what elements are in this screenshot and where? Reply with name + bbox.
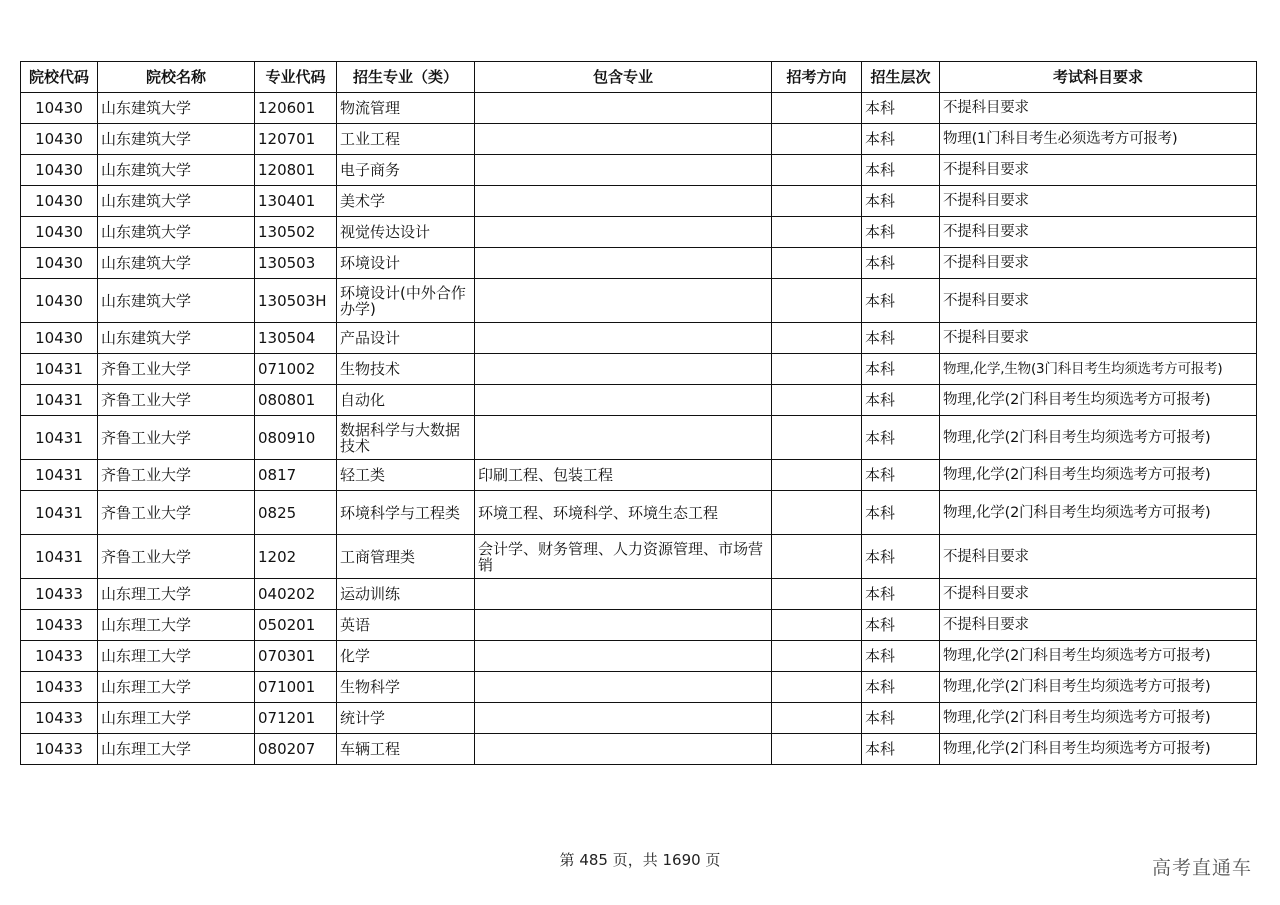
cell-level: 本科 bbox=[862, 610, 940, 641]
table-row bbox=[21, 579, 1257, 610]
cell-major-code: 080801 bbox=[255, 385, 337, 416]
cell-school-code: 10431 bbox=[21, 535, 98, 579]
cell-school-name: 齐鲁工业大学 bbox=[98, 460, 255, 491]
header-school-code: 院校代码 bbox=[21, 62, 98, 93]
cell-includes bbox=[475, 703, 772, 734]
cell-level: 本科 bbox=[862, 491, 940, 535]
cell-direction bbox=[772, 579, 862, 610]
cell-major-code: 120701 bbox=[255, 124, 337, 155]
cell-direction bbox=[772, 703, 862, 734]
cell-level: 本科 bbox=[862, 279, 940, 323]
cell-school-name: 山东建筑大学 bbox=[98, 124, 255, 155]
cell-includes bbox=[475, 416, 772, 460]
cell-includes bbox=[475, 579, 772, 610]
cell-level: 本科 bbox=[862, 124, 940, 155]
header-major: 招生专业（类） bbox=[337, 62, 475, 93]
cell-school-code: 10431 bbox=[21, 460, 98, 491]
cell-major-code: 120801 bbox=[255, 155, 337, 186]
cell-school-name: 山东理工大学 bbox=[98, 703, 255, 734]
cell-includes: 印刷工程、包装工程 bbox=[475, 460, 772, 491]
cell-requirement: 物理(1门科目考生必须选考方可报考) bbox=[940, 124, 1257, 155]
cell-school-code: 10433 bbox=[21, 703, 98, 734]
cell-major: 工业工程 bbox=[337, 124, 475, 155]
cell-school-code: 10430 bbox=[21, 248, 98, 279]
cell-school-name: 山东理工大学 bbox=[98, 641, 255, 672]
header-row bbox=[21, 62, 1257, 93]
cell-requirement: 物理,化学(2门科目考生均须选考方可报考) bbox=[940, 460, 1257, 491]
cell-includes bbox=[475, 248, 772, 279]
table-row bbox=[21, 672, 1257, 703]
cell-major-code: 070301 bbox=[255, 641, 337, 672]
cell-school-name: 齐鲁工业大学 bbox=[98, 416, 255, 460]
cell-school-code: 10431 bbox=[21, 416, 98, 460]
cell-requirement: 不提科目要求 bbox=[940, 323, 1257, 354]
table-row bbox=[21, 93, 1257, 124]
header-includes: 包含专业 bbox=[475, 62, 772, 93]
cell-direction bbox=[772, 460, 862, 491]
cell-includes bbox=[475, 641, 772, 672]
cell-school-code: 10433 bbox=[21, 641, 98, 672]
cell-direction bbox=[772, 416, 862, 460]
cell-school-name: 山东建筑大学 bbox=[98, 155, 255, 186]
table-row bbox=[21, 610, 1257, 641]
cell-school-name: 齐鲁工业大学 bbox=[98, 535, 255, 579]
header-level: 招生层次 bbox=[862, 62, 940, 93]
table-row bbox=[21, 385, 1257, 416]
cell-school-name: 齐鲁工业大学 bbox=[98, 385, 255, 416]
cell-school-name: 齐鲁工业大学 bbox=[98, 491, 255, 535]
table-row bbox=[21, 416, 1257, 460]
cell-school-code: 10430 bbox=[21, 217, 98, 248]
table-body bbox=[21, 93, 1257, 765]
cell-requirement: 不提科目要求 bbox=[940, 93, 1257, 124]
cell-major-code: 120601 bbox=[255, 93, 337, 124]
cell-school-name: 山东建筑大学 bbox=[98, 248, 255, 279]
cell-major: 轻工类 bbox=[337, 460, 475, 491]
cell-direction bbox=[772, 535, 862, 579]
table-row bbox=[21, 155, 1257, 186]
cell-includes bbox=[475, 734, 772, 765]
cell-requirement: 不提科目要求 bbox=[940, 279, 1257, 323]
cell-major-code: 071002 bbox=[255, 354, 337, 385]
cell-includes: 会计学、财务管理、人力资源管理、市场营销 bbox=[475, 535, 772, 579]
cell-direction bbox=[772, 323, 862, 354]
cell-major-code: 130504 bbox=[255, 323, 337, 354]
table-row bbox=[21, 217, 1257, 248]
cell-major: 生物科学 bbox=[337, 672, 475, 703]
cell-direction bbox=[772, 279, 862, 323]
cell-major-code: 080207 bbox=[255, 734, 337, 765]
cell-major: 视觉传达设计 bbox=[337, 217, 475, 248]
cell-major-code: 050201 bbox=[255, 610, 337, 641]
cell-school-name: 山东建筑大学 bbox=[98, 93, 255, 124]
cell-major: 自动化 bbox=[337, 385, 475, 416]
cell-level: 本科 bbox=[862, 416, 940, 460]
cell-school-code: 10433 bbox=[21, 610, 98, 641]
cell-requirement: 不提科目要求 bbox=[940, 610, 1257, 641]
cell-major: 车辆工程 bbox=[337, 734, 475, 765]
cell-includes bbox=[475, 217, 772, 248]
cell-school-code: 10430 bbox=[21, 124, 98, 155]
table-row bbox=[21, 279, 1257, 323]
cell-major: 美术学 bbox=[337, 186, 475, 217]
cell-direction bbox=[772, 491, 862, 535]
cell-level: 本科 bbox=[862, 385, 940, 416]
cell-school-code: 10433 bbox=[21, 734, 98, 765]
cell-school-name: 山东建筑大学 bbox=[98, 279, 255, 323]
cell-direction bbox=[772, 734, 862, 765]
cell-school-name: 山东理工大学 bbox=[98, 610, 255, 641]
cell-school-code: 10430 bbox=[21, 323, 98, 354]
cell-level: 本科 bbox=[862, 672, 940, 703]
cell-level: 本科 bbox=[862, 93, 940, 124]
header-school-name: 院校名称 bbox=[98, 62, 255, 93]
cell-level: 本科 bbox=[862, 734, 940, 765]
cell-school-name: 齐鲁工业大学 bbox=[98, 354, 255, 385]
cell-major: 数据科学与大数据技术 bbox=[337, 416, 475, 460]
table-row bbox=[21, 641, 1257, 672]
cell-level: 本科 bbox=[862, 248, 940, 279]
header-direction: 招考方向 bbox=[772, 62, 862, 93]
cell-level: 本科 bbox=[862, 217, 940, 248]
cell-requirement: 不提科目要求 bbox=[940, 535, 1257, 579]
cell-requirement: 物理,化学(2门科目考生均须选考方可报考) bbox=[940, 416, 1257, 460]
cell-school-code: 10430 bbox=[21, 93, 98, 124]
table-row bbox=[21, 703, 1257, 734]
cell-major-code: 0825 bbox=[255, 491, 337, 535]
cell-direction bbox=[772, 124, 862, 155]
cell-requirement: 不提科目要求 bbox=[940, 217, 1257, 248]
cell-direction bbox=[772, 354, 862, 385]
cell-school-name: 山东建筑大学 bbox=[98, 186, 255, 217]
cell-major-code: 130503H bbox=[255, 279, 337, 323]
cell-major: 化学 bbox=[337, 641, 475, 672]
cell-requirement: 不提科目要求 bbox=[940, 186, 1257, 217]
cell-includes bbox=[475, 610, 772, 641]
cell-major: 统计学 bbox=[337, 703, 475, 734]
cell-level: 本科 bbox=[862, 354, 940, 385]
cell-direction bbox=[772, 155, 862, 186]
cell-major: 环境设计 bbox=[337, 248, 475, 279]
cell-major-code: 071001 bbox=[255, 672, 337, 703]
admissions-table bbox=[20, 61, 1257, 765]
cell-requirement: 物理,化学(2门科目考生均须选考方可报考) bbox=[940, 385, 1257, 416]
cell-school-name: 山东理工大学 bbox=[98, 579, 255, 610]
cell-level: 本科 bbox=[862, 186, 940, 217]
cell-level: 本科 bbox=[862, 579, 940, 610]
cell-includes bbox=[475, 354, 772, 385]
cell-major-code: 130502 bbox=[255, 217, 337, 248]
table-row bbox=[21, 734, 1257, 765]
cell-major-code: 130503 bbox=[255, 248, 337, 279]
cell-level: 本科 bbox=[862, 703, 940, 734]
table-row bbox=[21, 460, 1257, 491]
cell-school-name: 山东理工大学 bbox=[98, 672, 255, 703]
cell-school-name: 山东建筑大学 bbox=[98, 323, 255, 354]
cell-school-code: 10430 bbox=[21, 186, 98, 217]
header-major-code: 专业代码 bbox=[255, 62, 337, 93]
cell-school-code: 10433 bbox=[21, 579, 98, 610]
table-row bbox=[21, 124, 1257, 155]
cell-level: 本科 bbox=[862, 460, 940, 491]
cell-major: 工商管理类 bbox=[337, 535, 475, 579]
table-row bbox=[21, 354, 1257, 385]
cell-requirement: 不提科目要求 bbox=[940, 155, 1257, 186]
cell-includes bbox=[475, 155, 772, 186]
cell-level: 本科 bbox=[862, 155, 940, 186]
table-row bbox=[21, 323, 1257, 354]
cell-includes bbox=[475, 279, 772, 323]
cell-direction bbox=[772, 93, 862, 124]
cell-major: 环境设计(中外合作办学) bbox=[337, 279, 475, 323]
cell-direction bbox=[772, 641, 862, 672]
cell-level: 本科 bbox=[862, 323, 940, 354]
cell-requirement: 物理,化学(2门科目考生均须选考方可报考) bbox=[940, 734, 1257, 765]
cell-direction bbox=[772, 672, 862, 703]
cell-school-code: 10433 bbox=[21, 672, 98, 703]
cell-major: 英语 bbox=[337, 610, 475, 641]
cell-includes bbox=[475, 124, 772, 155]
cell-includes bbox=[475, 323, 772, 354]
cell-school-code: 10430 bbox=[21, 155, 98, 186]
cell-school-code: 10431 bbox=[21, 354, 98, 385]
table-row bbox=[21, 186, 1257, 217]
cell-level: 本科 bbox=[862, 535, 940, 579]
cell-direction bbox=[772, 385, 862, 416]
cell-requirement: 不提科目要求 bbox=[940, 579, 1257, 610]
cell-major-code: 080910 bbox=[255, 416, 337, 460]
cell-school-code: 10431 bbox=[21, 385, 98, 416]
cell-direction bbox=[772, 186, 862, 217]
cell-major: 产品设计 bbox=[337, 323, 475, 354]
cell-includes bbox=[475, 672, 772, 703]
cell-school-name: 山东建筑大学 bbox=[98, 217, 255, 248]
cell-includes bbox=[475, 385, 772, 416]
cell-direction bbox=[772, 217, 862, 248]
cell-direction bbox=[772, 610, 862, 641]
cell-school-code: 10431 bbox=[21, 491, 98, 535]
cell-major-code: 130401 bbox=[255, 186, 337, 217]
cell-major-code: 1202 bbox=[255, 535, 337, 579]
cell-school-code: 10430 bbox=[21, 279, 98, 323]
cell-requirement: 物理,化学(2门科目考生均须选考方可报考) bbox=[940, 703, 1257, 734]
cell-includes bbox=[475, 93, 772, 124]
cell-major-code: 071201 bbox=[255, 703, 337, 734]
header-requirement: 考试科目要求 bbox=[940, 62, 1257, 93]
cell-major: 环境科学与工程类 bbox=[337, 491, 475, 535]
cell-requirement: 物理,化学(2门科目考生均须选考方可报考) bbox=[940, 672, 1257, 703]
cell-requirement: 物理,化学(2门科目考生均须选考方可报考) bbox=[940, 641, 1257, 672]
table-row bbox=[21, 248, 1257, 279]
cell-includes bbox=[475, 186, 772, 217]
cell-major: 物流管理 bbox=[337, 93, 475, 124]
cell-requirement: 不提科目要求 bbox=[940, 248, 1257, 279]
cell-level: 本科 bbox=[862, 641, 940, 672]
cell-major-code: 0817 bbox=[255, 460, 337, 491]
cell-major: 生物技术 bbox=[337, 354, 475, 385]
watermark: 高考直通车 bbox=[1151, 857, 1252, 879]
cell-major: 电子商务 bbox=[337, 155, 475, 186]
cell-major-code: 040202 bbox=[255, 579, 337, 610]
cell-includes: 环境工程、环境科学、环境生态工程 bbox=[475, 491, 772, 535]
table-row bbox=[21, 535, 1257, 579]
cell-requirement: 物理,化学(2门科目考生均须选考方可报考) bbox=[940, 491, 1257, 535]
cell-school-name: 山东理工大学 bbox=[98, 734, 255, 765]
table-row bbox=[21, 491, 1257, 535]
page-number: 第 485 页，共 1690 页 bbox=[559, 851, 721, 869]
cell-direction bbox=[772, 248, 862, 279]
cell-requirement: 物理,化学,生物(3门科目考生均须选考方可报考) bbox=[940, 354, 1257, 385]
cell-major: 运动训练 bbox=[337, 579, 475, 610]
